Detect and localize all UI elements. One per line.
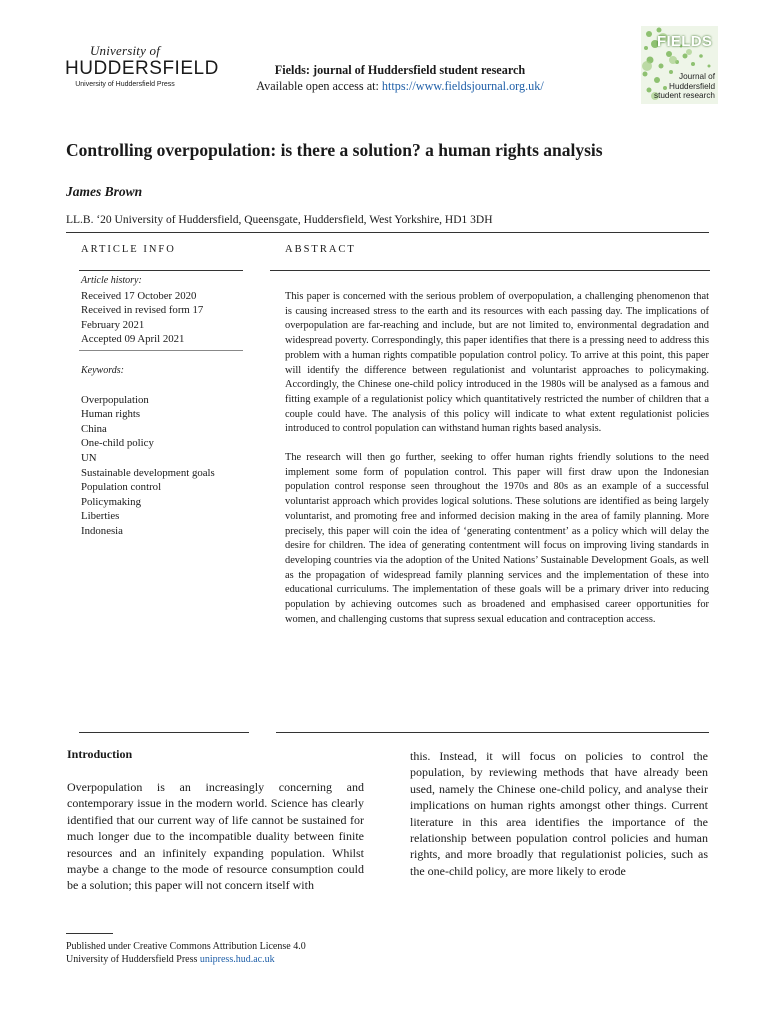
abstract-body: [285, 290, 709, 627]
keyword-item: One-child policy: [81, 437, 154, 450]
abstract-heading: ABSTRACT: [285, 244, 356, 255]
intro-left-column: [67, 779, 364, 894]
keyword-item: Liberties: [81, 510, 120, 523]
press-line: [66, 953, 306, 966]
keyword-item: Sustainable development goals: [81, 466, 215, 479]
fields-logo-subtitle: [641, 72, 715, 101]
history-item: Received 17 October 2020: [81, 289, 197, 302]
university-logo: [65, 43, 219, 88]
bottom-rule-left: [79, 732, 249, 733]
press-url-link[interactable]: unipress.hud.ac.uk: [199, 954, 275, 965]
keyword-item: UN: [81, 451, 97, 464]
keyword-item: China: [81, 422, 107, 435]
history-item: Accepted 09 April 2021: [81, 333, 185, 346]
article-info-heading: ARTICLE INFO: [81, 244, 176, 255]
intro-left-text: Overpopulation is an increasingly concerning and contemporary issue in the modern world. Science has clearly identified that our current way of life cannot be sustained for much longer due to the incompatible duality between finite resources and an infinitely expanding population. Whilst maybe a change to the mode of resource consumption could be a solution; this paper will not concern itself with: [67, 780, 364, 893]
article-history: [81, 274, 203, 347]
introduction-heading: Introduction: [67, 747, 133, 761]
footnote-rule: [66, 933, 113, 934]
license-text: Published under Creative Commons Attribution License 4.0: [66, 941, 306, 952]
access-line: [200, 78, 600, 94]
article-info-rule: [79, 270, 243, 271]
logo-line-2: HUDDERSFIELD: [65, 58, 219, 79]
fields-sub-3: student research: [654, 91, 715, 100]
intro-right-column: [410, 748, 708, 879]
article-title: Controlling overpopulation: is there a solution? a human rights analysis: [66, 140, 603, 160]
footnote: [66, 940, 306, 966]
keywords-label: Keywords:: [81, 365, 124, 376]
bottom-rule-right: [276, 732, 709, 733]
keyword-item: Indonesia: [81, 524, 123, 537]
fields-sub-2: Huddersfield: [669, 81, 715, 91]
keyword-item: Overpopulation: [81, 393, 149, 406]
logo-line-1: University of: [89, 43, 161, 58]
fields-sub-1: Journal of: [679, 72, 715, 81]
abstract-paragraph-2: The research will then go further, seeking to offer human rights friendly solutions to the need implement some form of population control. This paper will first draw upon the Indonesian population control response seen throughout the 1970s and 80s as an example of a successful voluntarist approach which provides logical solutions. These solutions are identified as being largely voluntarist, and promoting free and informed decision making in the area of family planning. More precisely, this paper will coin the idea of ‘generating contentment’ as a policy which will delay the desire for children. The idea of generating contentment will focus on improving living standards in developing countries via the adoption of the United Nations’ Sustainable Development Goals, as well as the propagation of widespread family planning services and the implementation of these into educational curriculums. The implementation of these goals will be a primary driver into reducing population by achieving outcomes such as broadened and emphasised career opportunities for women, and challenging customs that supress sexual education and contraception access.: [285, 452, 709, 625]
history-label: Article history:: [81, 275, 142, 286]
history-item: Received in revised form 17: [81, 304, 204, 317]
journal-url-link[interactable]: https://www.fieldsjournal.org.uk/: [381, 79, 544, 93]
access-prefix: Available open access at:: [256, 79, 379, 93]
keywords-rule: [79, 350, 243, 351]
history-item: February 2021: [81, 318, 145, 331]
abstract-rule: [270, 270, 710, 271]
keyword-item: Policymaking: [81, 495, 141, 508]
title-divider: [66, 232, 709, 233]
logo-line-3: University of Huddersfield Press: [75, 81, 175, 88]
keyword-item: Population control: [81, 481, 162, 494]
fields-logo-title: FIELDS: [657, 33, 713, 50]
keyword-item: Human rights: [81, 408, 141, 421]
article-author: James Brown: [66, 184, 143, 199]
keywords-block: [81, 364, 215, 539]
intro-right-text: this. Instead, it will focus on policies to control the population, by reviewing methods that have already been used, namely the Chinese one-child policy, and analyse their implications on human rights amongst other things. Current literature in this area identifies the importance of the relationship between population control policies and human rights, and more broadly that regulationist policies, such as the one-child policy, are more likely to erode: [410, 749, 708, 878]
journal-header: [200, 62, 600, 94]
journal-name: Fields: journal of Huddersfield student research: [274, 63, 526, 77]
abstract-paragraph-1: This paper is concerned with the serious problem of overpopulation, a challenging phenomenon that is causing increased stress to the earth and its resources with each passing day. The implications of overpopulation are far-reaching and include, but are not limited to, environmental degradation and widespread poverty. Correspondingly, this paper identifies that there is a pressing need to address this problem with a human rights compatible population control policy. To arrive at this point, this paper will identify the difference between regulationist and voluntarist approaches to policymaking. Accordingly, the Chinese one-child policy introduced in the 1980s will be analysed as a famous and fitting example of a regulationist policy which quantitatively restricted the number of children that a couple could have. The analysis of this policy will indicate to what extent regulationist policies introduced to control population can withstand human rights based analysis.: [285, 291, 709, 435]
author-affiliation: LL.B. ‘20 University of Huddersfield, Queensgate, Huddersfield, West Yorkshire, HD1 3DH: [66, 214, 493, 226]
press-name: University of Huddersfield Press: [66, 954, 198, 965]
fields-logo: [641, 26, 718, 104]
